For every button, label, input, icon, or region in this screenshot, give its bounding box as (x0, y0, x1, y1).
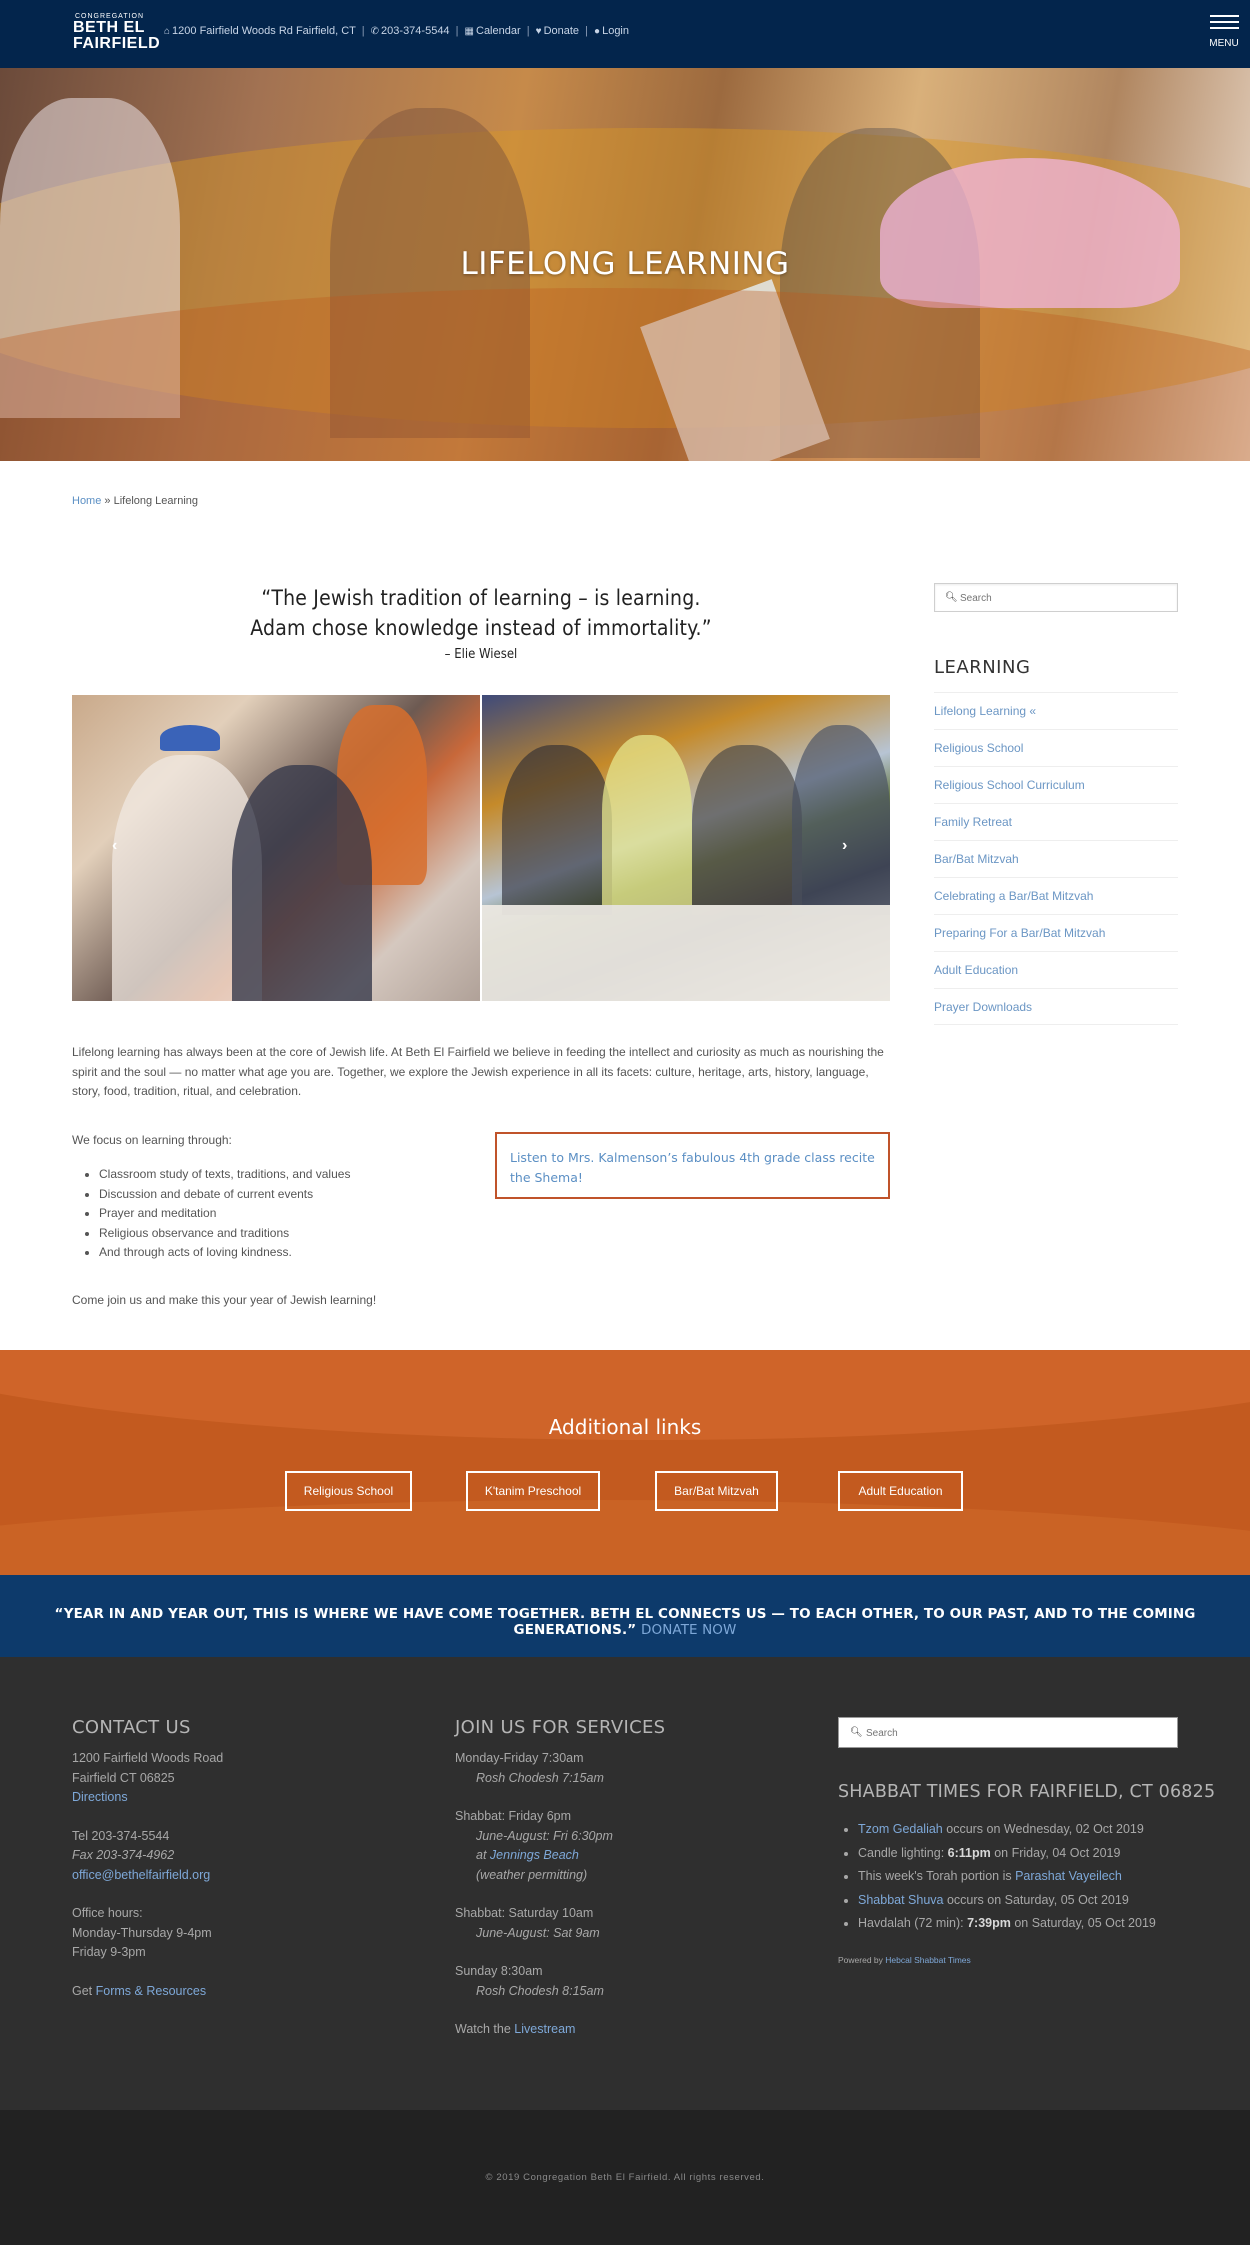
services-saturday-note: June-August: Sat 9am (476, 1925, 600, 1940)
event-date: on Friday, 04 Oct 2019 (990, 1845, 1121, 1860)
spacer (72, 1885, 372, 1904)
list-item (858, 1818, 1238, 1842)
focus-list (99, 1165, 472, 1263)
divider: | (526, 25, 530, 37)
contact-fax: Fax 203-374-4962 (72, 1848, 175, 1862)
hamburger-icon (1210, 15, 1239, 17)
login-link[interactable]: Login (602, 25, 629, 37)
breadcrumb (72, 495, 198, 507)
shema-audio-link[interactable]: Listen to Mrs. Kalmenson’s fabulous 4th grade class recite the Shema! (495, 1132, 890, 1199)
livestream-prefix: Watch the (455, 2022, 511, 2036)
event-label: Havdalah (72 min): (858, 1916, 968, 1930)
breadcrumb-separator: » (104, 495, 111, 507)
photo-torah-scroll (482, 905, 890, 1001)
services-friday: Shabbat: Friday 6pm (455, 1809, 572, 1823)
hours-weekday: Monday-Thursday 9-4pm (72, 1925, 212, 1940)
featured-quote (72, 583, 890, 662)
sidebar-item-religious-school[interactable]: Religious School (934, 729, 1178, 766)
user-icon: ● (594, 26, 601, 37)
location-prefix: at (476, 1848, 487, 1862)
adult-education-button[interactable]: Adult Education (838, 1471, 963, 1511)
candle-lighting-time: 6:11pm (947, 1845, 991, 1860)
sidebar-item-adult-education[interactable]: Adult Education (934, 951, 1178, 988)
spacer (455, 1788, 775, 1807)
heart-icon: ♥ (535, 26, 542, 37)
services-friday-note: June-August: Fri 6:30pm (476, 1828, 613, 1843)
page-title: LIFELONG LEARNING (460, 246, 790, 282)
services-sunday: Sunday 8:30am (455, 1964, 543, 1978)
contact-title: CONTACT US (72, 1717, 191, 1738)
breadcrumb-home-link[interactable]: Home (72, 495, 102, 507)
forms-prefix: Get (72, 1983, 93, 1998)
phone-link[interactable]: 203-374-5544 (381, 25, 450, 37)
band-wave (0, 1500, 1250, 1575)
menu-label: MENU (1209, 38, 1239, 49)
search-icon: 🔍︎ (945, 592, 958, 603)
livestream-link[interactable]: Livestream (514, 2022, 576, 2036)
calendar-icon: ▦ (464, 26, 474, 37)
directions-link[interactable]: Directions (72, 1790, 128, 1804)
copyright-bar (0, 2110, 1250, 2245)
calendar-link[interactable]: Calendar (476, 25, 521, 37)
focus-section (72, 1133, 472, 1263)
list-item: • Classroom study of texts, traditions, and values (99, 1165, 472, 1185)
site-header (0, 0, 1250, 68)
spacer (455, 1885, 775, 1904)
menu-button[interactable] (1207, 12, 1241, 60)
divider: | (455, 25, 459, 37)
chevron-right-icon[interactable]: › (842, 837, 848, 854)
photo-carousel[interactable] (72, 695, 890, 1001)
additional-links-title: Additional links (548, 1415, 702, 1439)
list-item (858, 1889, 1238, 1913)
photo-figure (602, 735, 692, 905)
sidebar-item-preparing-bar-bat-mitzvah[interactable]: Preparing For a Bar/Bat Mitzvah (934, 914, 1178, 951)
divider: | (585, 25, 588, 37)
services-weather-note: (weather permitting) (476, 1867, 588, 1882)
powered-prefix: Powered by (838, 1955, 886, 1965)
donate-link[interactable]: Donate (543, 25, 580, 37)
photo-figure (502, 745, 612, 915)
sidebar-nav (934, 692, 1178, 1025)
shabbat-shuva-link[interactable]: Shabbat Shuva (858, 1892, 944, 1907)
religious-school-button[interactable]: Religious School (285, 1471, 412, 1511)
jennings-beach-link[interactable]: Jennings Beach (489, 1848, 579, 1862)
hours-friday: Friday 9-3pm (72, 1945, 146, 1959)
photo-figure (792, 725, 890, 915)
donate-banner (0, 1575, 1250, 1657)
forms-line (72, 1982, 372, 2002)
contact-tel: Tel 203-374-5544 (72, 1828, 170, 1843)
quote-author: – Elie Wiesel (444, 647, 518, 662)
sidebar-item-lifelong-learning[interactable]: Lifelong Learning « (934, 692, 1178, 729)
closing-paragraph: Come join us and make this your year of Jewish learning! (72, 1293, 377, 1307)
torah-portion-link[interactable]: Parashat Vayeilech (1015, 1869, 1122, 1883)
hebcal-link[interactable]: Hebcal Shabbat Times (885, 1955, 971, 1965)
hamburger-icon-bar (1210, 21, 1239, 23)
site-footer (0, 1657, 1250, 2110)
donate-now-link[interactable]: DONATE NOW (641, 1622, 737, 1638)
carousel-photo (72, 695, 480, 1001)
focus-heading: We focus on learning through: (72, 1133, 232, 1147)
chevron-left-icon[interactable]: ‹ (112, 837, 118, 854)
ktanim-preschool-button[interactable]: K'tanim Preschool (466, 1471, 600, 1511)
hours-label: Office hours: (72, 1906, 143, 1920)
email-link[interactable]: office@bethelfairfield.org (72, 1867, 211, 1882)
photo-figure (692, 745, 802, 915)
sidebar-item-prayer-downloads[interactable]: Prayer Downloads (934, 988, 1178, 1025)
photo-kippah (160, 725, 220, 751)
sidebar-search-input[interactable] (960, 588, 1170, 608)
home-icon: ⌂ (164, 26, 171, 37)
list-item (858, 1912, 1238, 1936)
bar-bat-mitzvah-button[interactable]: Bar/Bat Mitzvah (655, 1471, 778, 1511)
address-link[interactable]: 1200 Fairfield Woods Rd Fairfield, CT (172, 25, 356, 37)
services-saturday: Shabbat: Saturday 10am (455, 1906, 594, 1920)
spacer (72, 1963, 372, 1982)
site-logo[interactable] (73, 13, 160, 52)
hero-photo-cap (880, 158, 1180, 308)
additional-links-section (0, 1350, 1250, 1575)
services-friday-location (455, 1846, 775, 1866)
carousel-photo (482, 695, 890, 1001)
event-label: This week's Torah portion is (858, 1869, 1016, 1883)
list-item (858, 1842, 1238, 1866)
services-column (455, 1717, 775, 2040)
event-date: occurs on Wednesday, 02 Oct 2019 (942, 1822, 1144, 1836)
divider: | (361, 25, 365, 37)
copyright-text: © 2019 Congregation Beth El Fairfield. All rights reserved. (485, 2172, 765, 2183)
logo-line2: FAIRFIELD (73, 35, 161, 52)
sidebar-item-bar-bat-mitzvah[interactable]: Bar/Bat Mitzvah (934, 840, 1178, 877)
hamburger-icon-bar (1210, 27, 1239, 29)
forms-resources-link[interactable]: Forms & Resources (95, 1983, 207, 1998)
sidebar-search (934, 583, 1178, 612)
sidebar-item-celebrating-bar-bat-mitzvah[interactable]: Celebrating a Bar/Bat Mitzvah (934, 877, 1178, 914)
quote-line: “The Jewish tradition of learning – is learning. (261, 586, 701, 610)
services-weekday-note: Rosh Chodesh 7:15am (476, 1770, 604, 1785)
event-label: Candle lighting: (858, 1845, 948, 1860)
donate-quote: “YEAR IN AND YEAR OUT, THIS IS WHERE WE HAVE COME TOGETHER. BETH EL CONNECTS US — TO EACH OTHER, TO OUR PAST, AND TO THE COMING GENERATIONS.” (54, 1606, 1196, 1638)
list-item: • Prayer and meditation (99, 1204, 472, 1224)
spacer (455, 2001, 775, 2020)
quote-line: Adam chose knowledge instead of immortality.” (250, 616, 712, 640)
livestream-line (455, 2020, 775, 2040)
contact-street: 1200 Fairfield Woods Road (72, 1751, 224, 1765)
list-item: • Religious observance and traditions (99, 1224, 472, 1244)
contact-column (72, 1717, 372, 2001)
top-info-bar (164, 25, 629, 37)
sidebar-title: LEARNING (934, 657, 1031, 678)
shabbat-times-list (838, 1818, 1238, 1936)
event-date: on Saturday, 05 Oct 2019 (1010, 1916, 1156, 1930)
powered-by (838, 1955, 971, 1965)
list-item (858, 1865, 1238, 1889)
list-item: • Discussion and debate of current events (99, 1185, 472, 1205)
contact-city: Fairfield CT 06825 (72, 1770, 175, 1785)
services-title: JOIN US FOR SERVICES (455, 1717, 666, 1738)
sidebar-item-religious-school-curriculum[interactable]: Religious School Curriculum (934, 766, 1178, 803)
havdalah-time: 7:39pm (967, 1916, 1011, 1930)
photo-figure (232, 765, 372, 1001)
sidebar-item-family-retreat[interactable]: Family Retreat (934, 803, 1178, 840)
footer-search (838, 1717, 1178, 1748)
intro-paragraph: Lifelong learning has always been at the core of Jewish life. At Beth El Fairfield we believe in feeding the intellect and curiosity as much as nourishing the spirit and the soul — no matter what age you are. Together, we explore the Jewish experience in all its facets: culture, heritage, arts, history, language, story, food, tradition, ritual, and celebration. (72, 1045, 884, 1098)
logo-small-text: CONGREGATION (75, 13, 145, 20)
phone-icon: ✆ (370, 26, 380, 37)
event-date: occurs on Saturday, 05 Oct 2019 (943, 1892, 1129, 1907)
footer-search-input[interactable] (866, 1723, 1166, 1743)
shabbat-times-title: SHABBAT TIMES FOR FAIRFIELD, CT 06825 (838, 1782, 1216, 1802)
logo-line1: BETH EL (73, 19, 145, 36)
breadcrumb-current: Lifelong Learning (113, 495, 198, 507)
services-sunday-note: Rosh Chodesh 8:15am (476, 1983, 604, 1998)
spacer (455, 1943, 775, 1962)
list-item: • And through acts of loving kindness. (99, 1243, 472, 1263)
donate-banner-text (0, 1606, 1250, 1638)
search-icon: 🔍︎ (850, 1727, 863, 1738)
spacer (72, 1808, 372, 1827)
hero-banner (0, 68, 1250, 461)
services-weekday: Monday-Friday 7:30am (455, 1751, 584, 1765)
tzom-gedaliah-link[interactable]: Tzom Gedaliah (858, 1822, 943, 1836)
